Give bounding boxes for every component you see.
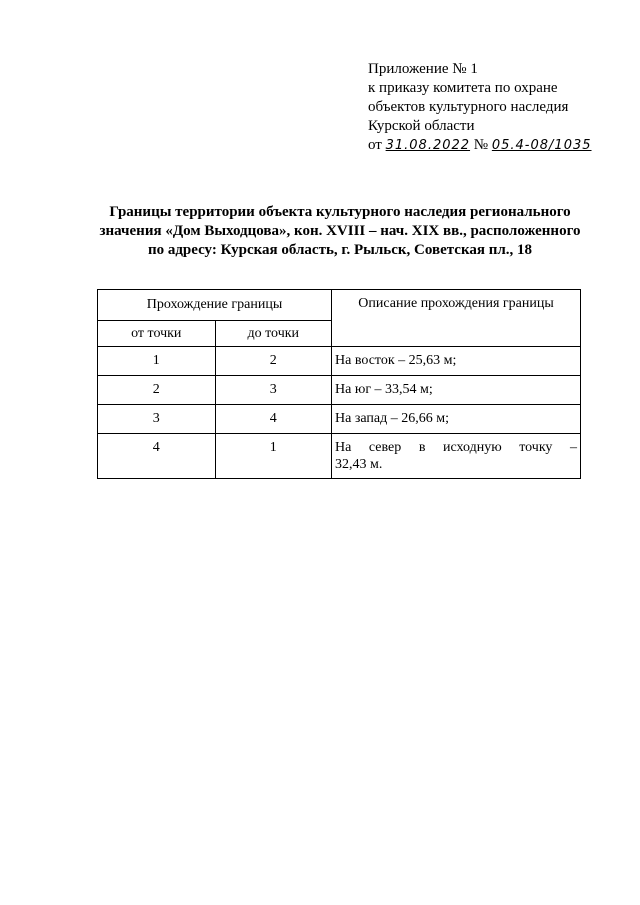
title-line: Границы территории объекта культурного наследия регионального [109,204,571,220]
cell-desc: На юг – 33,54 м; [332,376,581,405]
cell-from: 3 [98,405,216,434]
table-row [98,347,581,376]
cell-desc-line: На север в исходную точку – [335,440,577,455]
cell-to: 4 [215,405,332,434]
document-title [90,203,590,260]
appendix-line: Приложение № 1 [368,61,478,77]
header-from: от точки [98,321,216,347]
cell-desc: На запад – 26,66 м; [332,405,581,434]
boundary-table [97,289,581,479]
table-row [98,376,581,405]
header-desc: Описание прохождения границы [332,290,581,347]
cell-to: 3 [215,376,332,405]
header-group: Прохождение границы [98,290,332,321]
cell-desc-line: 32,43 м. [335,457,383,472]
cell-from: 4 [98,434,216,479]
cell-desc [332,434,581,479]
table-row [98,405,581,434]
order-date: 31.08.2022 [385,138,471,153]
date-prefix: от [368,137,382,153]
table-row [98,434,581,479]
order-number: 05.4-08/1035 [491,138,592,153]
cell-from: 1 [98,347,216,376]
order-date-number [368,136,592,155]
title-line: по адресу: Курская область, г. Рыльск, Советская пл., 18 [147,242,533,258]
cell-to: 1 [215,434,332,479]
cell-desc: На восток – 25,63 м; [332,347,581,376]
appendix-header [368,60,592,155]
appendix-line: Курской области [368,118,475,134]
header-to: до точки [215,321,332,347]
cell-to: 2 [215,347,332,376]
appendix-line: к приказу комитета по охране [368,80,558,96]
cell-from: 2 [98,376,216,405]
appendix-line: объектов культурного наследия [368,99,569,115]
title-line: значения «Дом Выходцова», кон. XVIII – нач. XIX вв., расположенного [99,223,581,239]
number-prefix: № [473,137,489,153]
